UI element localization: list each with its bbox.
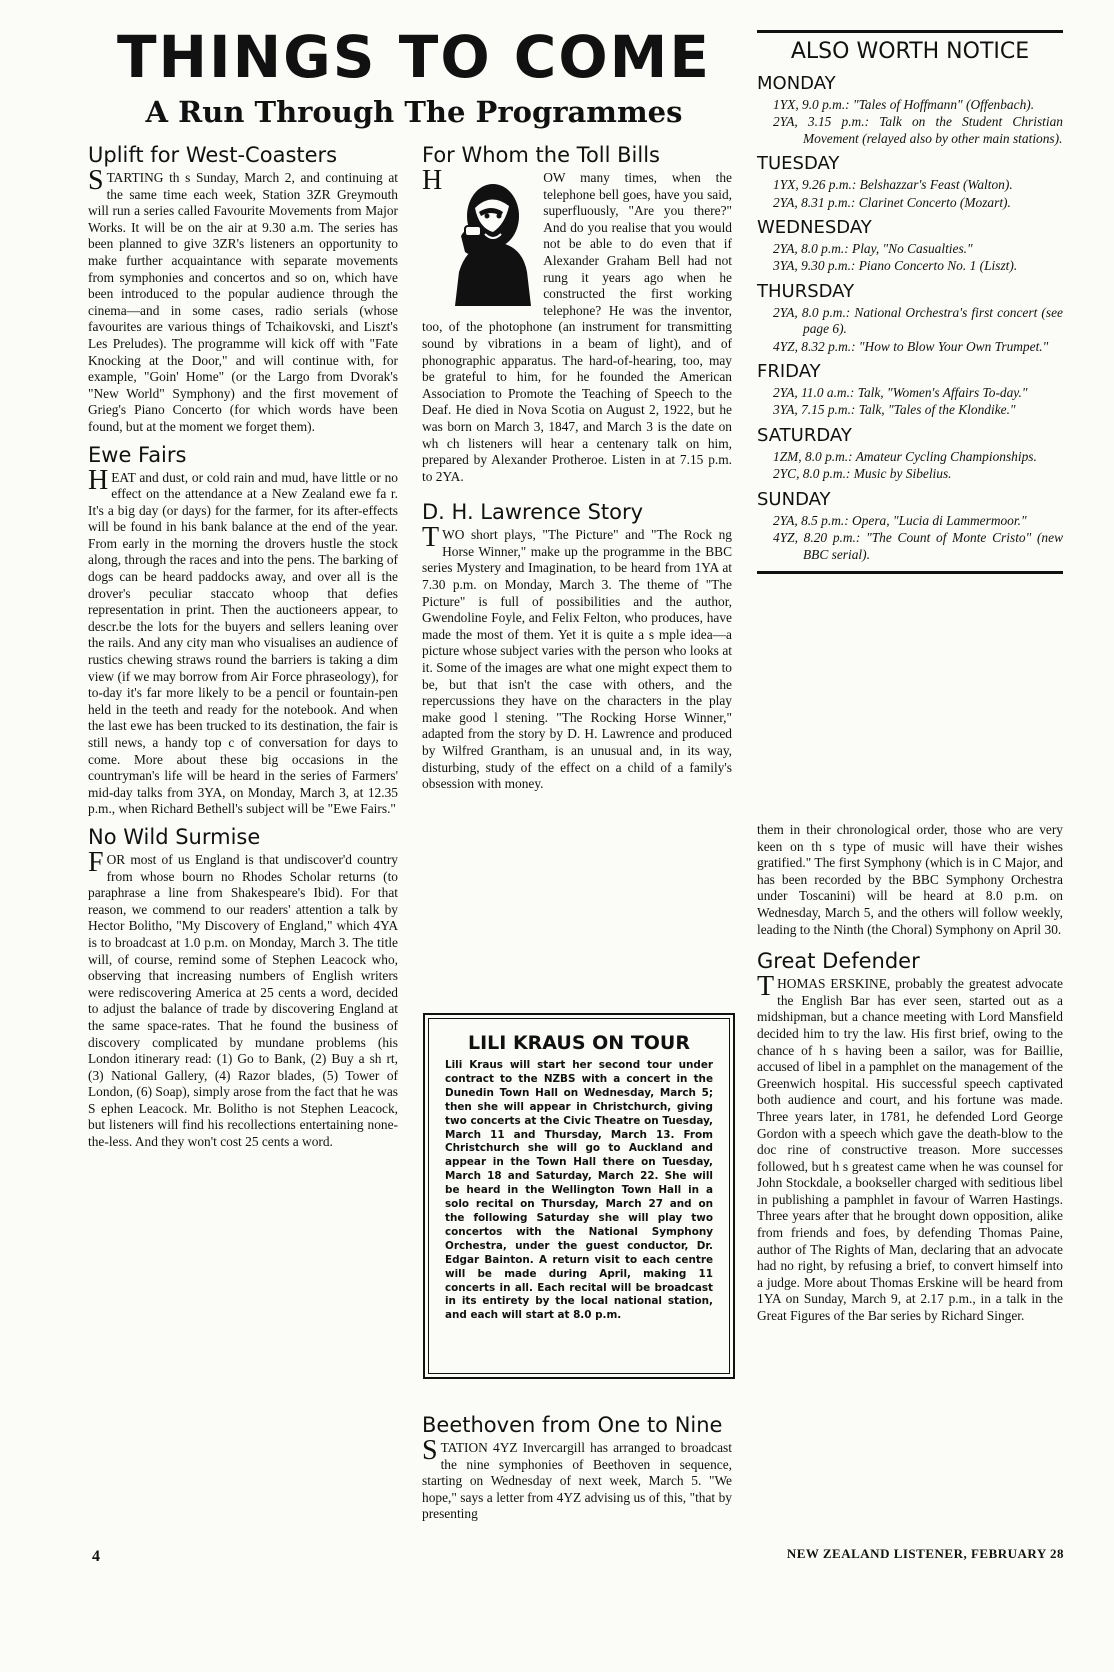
bell-portrait-image [445, 172, 535, 306]
programme-entry: 1ZM, 8.0 p.m.: Amateur Cycling Championships. [773, 448, 1037, 464]
article-body-beethoven-continued: them in their chronological order, those who are very keen on th s type of music will have their wishes gratified." The first Symphony (which is in C Major, and has been recorded by the BBC Symphony Orchestra under Toscanini) will be heard at 8.0 p.m. on Wednesday, March 5, and the others will follow weekly, leading to the Ninth (the Choral) Symphony on April 30. [757, 822, 1063, 937]
programme-entry: 3YA, 7.15 p.m.: Talk, "Tales of the Klondike." [773, 402, 1016, 418]
publication-footer: NEW ZEALAND LISTENER, FEBRUARY 28 [786, 1546, 1064, 1561]
programme-entry: 2YA, 11.0 a.m.: Talk, "Women's Affairs To-day." [773, 385, 1028, 401]
article-heading-ewe-fairs: Ewe Fairs [88, 442, 187, 467]
day-heading: SATURDAY [757, 424, 852, 446]
dropcap: S [422, 1435, 438, 1466]
page-subtitle: A Run Through The Programmes [145, 95, 683, 129]
dropcap: T [757, 971, 775, 1003]
article-body-no-wild-surmise: FOR most of us England is that undiscover'd country from whose bourn no Rhodes Scholar returns (to paraphrase a line from Shakespeare's Ibid). For that reason, we commend to our readers' attention a talk by Hector Bolitho, "My Discovery of England," which 4YA is to broadcast at 1.0 p.m. on Monday, March 3. The title will, of course, remind some of Stephen Leacock who, observing that increasing numbers of English writers were rediscovering America at 25 cents a word, decided to adjust the balance of trade by discovering England at the same space-rates. That he found the business of discovery complicated by mundane problems (his London itinerary read: (1) Go to Bank, (2) Buy a sh rt, (3) National Gallery, (4) Razor blades, (5) Tower of London, (6) Soap), simply arose from the fact that he was S ephen Leacock. Mr. Bolitho is not Stephen Leacock, but listeners will find his recollections entertaining none-the-less. And they won't cost 25 cents a word. [88, 846, 398, 1150]
day-heading: SUNDAY [757, 488, 831, 510]
programme-entry: 1YX, 9.0 p.m.: "Tales of Hoffmann" (Offenbach). [773, 97, 1035, 112]
article-body-beethoven: STATION 4YZ Invercargill has arranged to broadcast the nine symphonies of Beethoven in sequence, starting on Wednesday of next week, March 5. "We hope," says a letter from 4YZ advising us of this, "that by presenting [422, 1435, 732, 1522]
bottom-rule [757, 571, 1063, 574]
programme-entry: 2YC, 8.0 p.m.: Music by Sibelius. [773, 466, 952, 482]
column-right-lower [757, 822, 1063, 1325]
worth-notice-list [757, 73, 1063, 563]
page-number: 4 [92, 1548, 100, 1565]
programme-entry: 2YA, 8.0 p.m.: Play, "No Casualties." [773, 241, 973, 257]
day-heading: FRIDAY [757, 361, 821, 383]
dropcap: F [88, 846, 104, 878]
programme-entry: 4YZ, 8.20 p.m.: "The Count of Monte Cristo" (new BBC serial). [773, 530, 1063, 562]
day-heading: MONDAY [757, 73, 836, 94]
lili-kraus-box-inner [428, 1018, 730, 1374]
top-rule [757, 30, 1063, 33]
article-heading-great-defender: Great Defender [757, 949, 920, 974]
dropcap: T [422, 522, 440, 554]
dropcap: H [88, 464, 109, 496]
worth-notice-title: ALSO WORTH NOTICE [790, 39, 1030, 64]
dropcap: S [88, 165, 104, 196]
day-heading: THURSDAY [757, 280, 855, 302]
article-heading-toll-bills: For Whom the Toll Bills [422, 143, 660, 167]
box-title: LILI KRAUS ON TOUR [467, 1032, 690, 1054]
programme-entry: 2YA, 8.0 p.m.: National Orchestra's first concert (see page 6). [773, 304, 1063, 337]
programme-entry: 2YA, 8.5 p.m.: Opera, "Lucia di Lammermoor." [773, 512, 1027, 528]
article-heading-beethoven: Beethoven from One to Nine [422, 1413, 723, 1437]
programme-entry: 4YZ, 8.32 p.m.: "How to Blow Your Own Trumpet." [773, 338, 1049, 354]
article-body-lawrence: TWO short plays, "The Picture" and "The Rock ng Horse Winner," make up the programme in the BBC series Mystery and Imagination, to be heard from 1YA at 7.30 p.m. on Monday, March 3. The theme of "The Picture" is full of possibilities and the author, Gwendoline Foyle, and Felix Felton, who produces, have made the most of them. Yet it is quite a s mple idea—a picture whose subject varies with the person who looks at it. Some of the images are what one might expect them to be, but that isn't the case with others, and the repercussions they have on the characters in the play make good l stening. "The Rocking Horse Winner," adapted from the story by D. H. Lawrence and produced by Wilfred Grantham, is an unusual and, in its way, disturbing, study of the effect on a child of a family's obsession with money. [422, 522, 732, 792]
box-text: Lili Kraus will start her second tour under contract to the NZBS with a concert in the Dunedin Town Hall on Wednesday, March 5; then she will appear in Christchurch, giving two concerts at the Civic Theatre on Tuesday, March 11 and Thursday, March 13. From Christchurch she will go to Auckland and appear in the Town Hall there on Tuesday, March 18 and Saturday, March 22. She will be heard in the Wellington Town Hall in a solo recital on Thursday, March 27 and on the following Saturday she will play two concertos with the National Symphony Orchestra, under the guest conductor, Dr. Edgar Bainton. A return visit to each centre will be made during April, making 11 concerts in all. Each recital will be broadcast in its entirety by the local national station, and each will start at 8.0 p.m. [445, 1059, 713, 1322]
article-heading-lawrence: D. H. Lawrence Story [422, 500, 644, 525]
article-body-ewe-fairs: HEAT and dust, or cold rain and mud, have little or no effect on the attendance at a New Zealand ewe fa r. It's a big day (or days) for the farmer, for its after-effects will be found in his bank balance at the end of the year. From early in the morning the drovers hustle the stock along, through the races and into the pens. The barking of dogs can be heard paddocks away, and over all is the drover's peculiar staccato whoop that defies representation in print. Then the auctioneers appear, to descr.be the lots for the buyers and sellers leaning over the rails. And any city man who visualises an audience of rustics chewing straws round the barriers is taking a dim view (if we may borrow from Air Force phraseology), for to-day it's far more likely to be a pencil or fountain-pen held in the teeth and ready for the notebook. And when the last ewe has been trucked to its destination, the fair is still news, a handy top c of conversation for days to come. More about these big occasions in the countryman's life will be heard in the series of Farmers' mid-day talks from 3YA, on Monday, March 3, at 12.35 p.m., when Richard Bethell's subject will be "Ewe Fairs." [88, 464, 398, 817]
programme-entry: 1YX, 9.26 p.m.: Belshazzar's Feast (Walton). [773, 177, 1013, 193]
lili-kraus-box [423, 1013, 735, 1379]
article-heading-uplift: Uplift for West-Coasters [88, 143, 338, 167]
programme-entry: 2YA, 3.15 p.m.: Talk on the Student Christian Movement (relayed also by other main stations). [773, 114, 1063, 146]
article-heading-no-wild-surmise: No Wild Surmise [88, 824, 261, 849]
column-middle [422, 142, 732, 793]
column-right-worth-notice [757, 30, 1063, 578]
article-body-great-defender: THOMAS ERSKINE, probably the greatest advocate the English Bar has ever seen, started out as a midshipman, but a chance meeting with Lord Mansfield decided him to try the law. His first brief, owing to the chance of h s having been a sailor, was for Baillie, accused of libel in a pamphlet on the management of the Greenwich hospital. His successful speech captivated both audience and court, and his fortune was made. Three years later, in 1781, he defended Lord George Gordon with a speech which gave the death-blow to the doc rine of constructive treason. More successes followed, but h s greatest came when he was counsel for John Stockdale, a bookseller charged with seditious libel in publishing a pamphlet in favour of Warren Hastings. Three years after that he brought down opposition, alike from friends and foes, by defending Thomas Paine, author of The Rights of Man, declaring that an advocate had no right, by refusing a brief, to convert himself into a judge. More about Thomas Erskine will be heard from 1YA on Sunday, March 9, at 2.17 p.m., in a talk in the Great Figures of the Bar series by Richard Singer. [757, 971, 1063, 1324]
page-title: THINGS TO COME [116, 23, 712, 91]
programme-entry: 3YA, 9.30 p.m.: Piano Concerto No. 1 (Liszt). [773, 258, 1018, 274]
article-body-uplift: STARTING th s Sunday, March 2, and continuing at the same time each week, Station 3ZR Greymouth will run a series called Favourite Movements from Major Works. It will be on the air at 9.30 a.m. The series has been planned to give 3ZR's listeners an opportunity to make further acquaintance with separate movements from symphonies and concertos and so on, which have been introduced to the popular audience through the cinema—and in some cases, radio serials (whose favourites are various things of Tchaikovski, and Liszt's Les Preludes). The programme will kick off with "Fate Knocking at the Door," and will continue with, for example, "Goin' Home" (or the Largo from Dvorak's "New World" Symphony) and the first movement of Grieg's Piano Concerto (for which words have been found, but at the moment we forget them). [88, 165, 398, 434]
column-left [88, 142, 398, 1151]
column-middle-bottom [422, 1412, 732, 1523]
programme-entry: 2YA, 8.31 p.m.: Clarinet Concerto (Mozart). [773, 194, 1011, 210]
day-heading: WEDNESDAY [757, 217, 872, 239]
day-heading: TUESDAY [757, 153, 840, 175]
article-body-toll-bills: H OW many times, when the telephone bell goes, have you said, superfluously, "Are you there?" And do you realise that you would not be able to do even that if Alexander Graham Bell had not rung it years ago when he constructed the first working telephone? He was the inventor, too, of the photophone (an instrument for transmitting sound by vibrations in a beam of light), and of phonographic apparatus. The hard-of-hearing, too, may be grateful to him, for he founded the American Association to Promote the Teaching of Speech to the Deaf. He died in Nova Scotia on August 2, 1922, but he was born on March 3, 1847, and March 3 is the date on wh ch listeners will hear a centenary talk on him, prepared by Alexander Protheroe. Listen in at 7.15 p.m. to 2YA. [422, 165, 732, 484]
dropcap: H [422, 165, 443, 196]
